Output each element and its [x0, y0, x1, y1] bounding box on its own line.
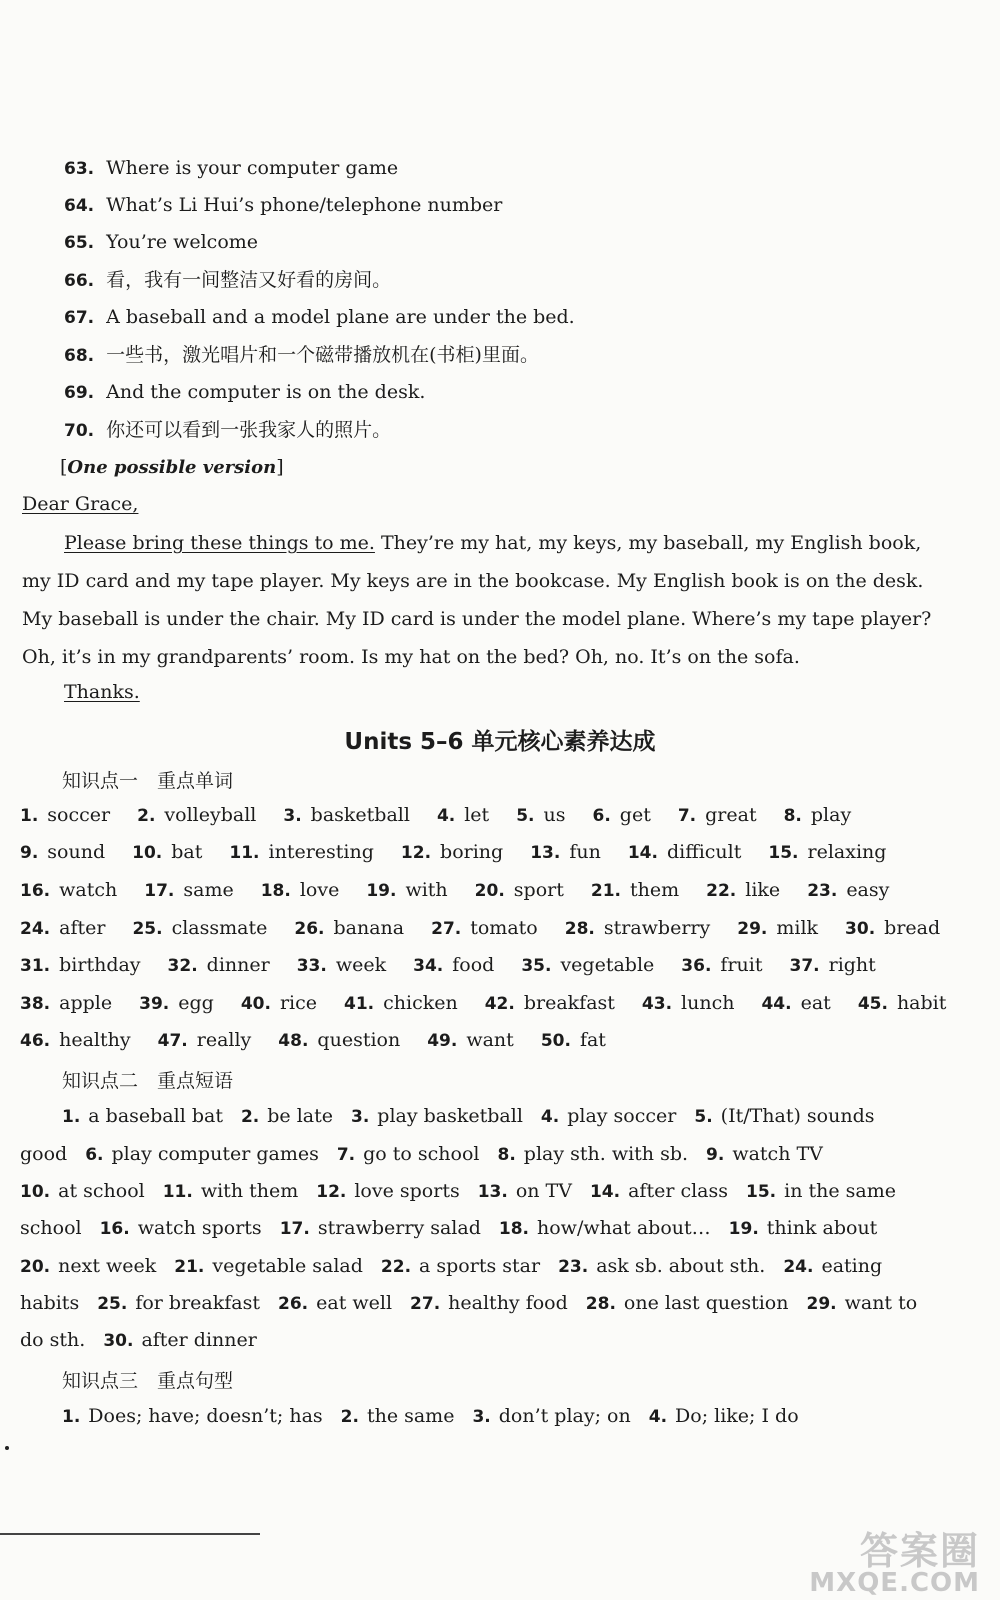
answer-number: 63.	[64, 159, 95, 179]
section-3-label: 知识点三 重点句型	[62, 1370, 234, 1392]
word-text: apple	[59, 992, 113, 1014]
word-number: 33.	[296, 956, 327, 976]
word-number: 37.	[789, 956, 820, 976]
word-item	[20, 803, 110, 828]
word-item	[20, 916, 105, 941]
paragraph-line	[20, 1328, 257, 1353]
item-number: 24.	[783, 1257, 814, 1277]
item-text: with them	[200, 1180, 299, 1202]
word-text: bat	[171, 841, 203, 863]
answer-number: 69.	[64, 383, 95, 403]
word-number: 26.	[294, 919, 325, 939]
word-item	[530, 840, 601, 865]
item-number: 19.	[728, 1219, 759, 1239]
word-text: same	[183, 879, 234, 901]
essay-first-sentence: Please bring these things to me.	[64, 532, 375, 554]
essay-line-1-rest: They’re my hat, my keys, my baseball, my English book,	[374, 532, 922, 554]
item-text: ask sb. about sth.	[596, 1255, 766, 1277]
word-item	[475, 878, 564, 903]
word-number: 45.	[857, 994, 888, 1014]
item-number: 14.	[589, 1182, 621, 1202]
word-text: chicken	[383, 992, 458, 1014]
essay-greeting: Dear Grace,	[22, 493, 139, 515]
word-number: 4.	[436, 806, 456, 826]
item-number: 23.	[558, 1257, 589, 1277]
word-text: question	[317, 1029, 401, 1051]
word-number: 34.	[413, 956, 444, 976]
essay-tag-text: One possible version	[67, 457, 277, 478]
item-text: in the same	[784, 1180, 896, 1202]
word-text: fruit	[720, 954, 763, 976]
word-item	[761, 991, 830, 1016]
answer-item	[64, 230, 258, 255]
item-number: 17.	[279, 1219, 310, 1239]
item-number: 29.	[806, 1294, 837, 1314]
item-text: after class	[628, 1180, 728, 1202]
word-number: 21.	[590, 881, 621, 901]
answer-text: And the computer is on the desk.	[106, 381, 426, 403]
word-item	[20, 878, 117, 903]
word-item	[168, 953, 270, 978]
word-item	[737, 916, 818, 941]
item-text: love sports	[354, 1180, 460, 1202]
word-number: 16.	[20, 881, 51, 901]
word-item	[845, 916, 940, 941]
word-number: 5.	[516, 806, 535, 826]
item-number: 4.	[540, 1107, 560, 1127]
word-text: them	[630, 879, 680, 901]
word-item	[294, 916, 404, 941]
word-number: 11.	[229, 843, 260, 863]
answer-number: 68.	[64, 346, 95, 366]
word-number: 2.	[137, 806, 156, 826]
word-item	[158, 1028, 252, 1053]
word-text: relaxing	[807, 841, 887, 863]
word-text: rice	[279, 992, 317, 1014]
item-number: 2.	[340, 1407, 359, 1427]
item-number: 4.	[648, 1407, 668, 1427]
item-number: 7.	[336, 1145, 356, 1165]
answer-item	[64, 343, 539, 368]
item-text: be late	[267, 1105, 333, 1127]
word-text: food	[452, 954, 495, 976]
word-row	[20, 1028, 910, 1053]
word-row	[20, 991, 947, 1016]
word-item	[628, 840, 742, 865]
word-item	[132, 840, 202, 865]
item-text: Does; have; doesn’t; has	[88, 1405, 323, 1427]
word-text: dinner	[206, 954, 270, 976]
word-item	[229, 840, 374, 865]
word-text: with	[405, 879, 448, 901]
essay-closing: Thanks.	[64, 681, 140, 703]
essay-line-3: My baseball is under the chair. My ID card is under the model plane. Where’s my tape player?	[22, 608, 932, 630]
word-text: eat	[800, 992, 831, 1014]
word-number: 44.	[761, 994, 792, 1014]
item-text: on TV	[515, 1180, 572, 1202]
word-item	[642, 991, 735, 1016]
word-number: 28.	[564, 919, 595, 939]
word-item	[516, 803, 565, 828]
item-text: a sports star	[419, 1255, 541, 1277]
word-text: sport	[513, 879, 564, 901]
word-number: 24.	[20, 919, 51, 939]
unit-title: Units 5–6 单元核心素养达成	[344, 729, 656, 755]
word-number: 41.	[343, 994, 375, 1014]
word-text: bread	[884, 917, 941, 939]
word-item	[591, 878, 679, 903]
word-text: vegetable	[560, 954, 655, 976]
item-text: for breakfast	[135, 1292, 260, 1314]
word-text: want	[466, 1029, 514, 1051]
answer-number: 65.	[64, 233, 95, 253]
word-item	[401, 840, 503, 865]
word-text: great	[705, 804, 757, 826]
paragraph-line	[62, 1404, 799, 1429]
word-item	[521, 953, 654, 978]
word-text: love	[299, 879, 340, 901]
answer-item	[64, 380, 425, 405]
word-text: lunch	[681, 992, 735, 1014]
word-number: 13.	[530, 843, 561, 863]
word-number: 42.	[484, 994, 515, 1014]
item-text: want to	[844, 1292, 918, 1314]
word-number: 29.	[737, 919, 768, 939]
word-item	[678, 803, 757, 828]
item-number: 10.	[20, 1182, 51, 1202]
essay-line-4: Oh, it’s in my grandparents’ room. Is my hat on the bed? Oh, no. It’s on the sofa.	[22, 646, 800, 668]
word-text: fat	[579, 1029, 606, 1051]
word-number: 14.	[627, 843, 658, 863]
essay-tag: [One possible version]	[60, 456, 284, 478]
item-text: eat well	[316, 1292, 393, 1314]
answer-text: What’s Li Hui’s phone/telephone number	[106, 194, 503, 216]
word-number: 47.	[157, 1031, 188, 1051]
item-text: don’t play; on	[498, 1405, 631, 1427]
item-text: think about	[766, 1217, 878, 1239]
word-text: us	[543, 804, 566, 826]
item-text: healthy food	[448, 1292, 568, 1314]
item-text: habits	[20, 1292, 80, 1314]
word-item	[137, 803, 256, 828]
word-item	[784, 803, 852, 828]
word-number: 22.	[706, 881, 737, 901]
word-text: boring	[440, 841, 504, 863]
word-item	[858, 991, 947, 1016]
word-text: easy	[846, 879, 890, 901]
item-text: strawberry salad	[317, 1217, 481, 1239]
answer-text: 看，我有一间整洁又好看的房间。	[106, 269, 392, 291]
item-number: 16.	[99, 1219, 130, 1239]
section-2-label: 知识点二 重点短语	[62, 1070, 234, 1092]
item-number: 21.	[174, 1257, 205, 1277]
item-number: 1.	[62, 1407, 81, 1427]
item-text: Do; like; I do	[675, 1405, 799, 1427]
word-text: classmate	[171, 917, 268, 939]
word-item	[132, 916, 267, 941]
word-row	[20, 803, 910, 828]
essay-line-2: my ID card and my tape player. My keys are in the bookcase. My English book is on the desk.	[22, 570, 924, 592]
item-number: 5.	[694, 1107, 713, 1127]
word-number: 20.	[474, 881, 505, 901]
word-item	[807, 878, 889, 903]
word-row	[20, 878, 910, 903]
word-text: birthday	[59, 954, 141, 976]
watermark-logo	[809, 1529, 980, 1598]
answer-text: 你还可以看到一张我家人的照片。	[106, 419, 392, 441]
word-number: 46.	[20, 1031, 51, 1051]
item-text: play sth. with sb.	[523, 1143, 689, 1165]
section-1-label: 知识点一 重点单词	[62, 770, 234, 792]
word-number: 48.	[278, 1031, 309, 1051]
answer-item	[64, 193, 502, 218]
word-item	[144, 878, 233, 903]
answer-item	[64, 156, 398, 181]
word-item	[413, 953, 494, 978]
item-number: 27.	[410, 1294, 441, 1314]
item-number: 28.	[585, 1294, 616, 1314]
word-item	[681, 953, 762, 978]
word-row	[20, 916, 941, 941]
essay-line-1	[64, 531, 921, 555]
item-text: watch TV	[732, 1143, 823, 1165]
word-number: 1.	[20, 806, 39, 826]
word-item	[261, 878, 340, 903]
answer-item	[64, 305, 575, 330]
word-item	[768, 840, 886, 865]
paragraph-line	[20, 1142, 823, 1167]
item-number: 8.	[497, 1145, 516, 1165]
word-number: 8.	[783, 806, 802, 826]
word-text: like	[745, 879, 781, 901]
word-text: banana	[333, 917, 405, 939]
word-number: 43.	[641, 994, 673, 1014]
word-text: fun	[569, 841, 601, 863]
item-number: 20.	[20, 1257, 51, 1277]
paragraph-line	[62, 1104, 875, 1129]
word-text: basketball	[310, 804, 410, 826]
item-text: at school	[58, 1180, 145, 1202]
answer-item	[64, 268, 391, 293]
word-number: 6.	[592, 806, 611, 826]
item-text: the same	[366, 1405, 455, 1427]
answer-text: 一些书，激光唱片和一个磁带播放机在(书柜)里面。	[106, 344, 539, 366]
item-text: after dinner	[141, 1329, 257, 1351]
word-item	[431, 916, 538, 941]
word-row	[20, 840, 910, 865]
word-item	[139, 991, 214, 1016]
item-text: play basketball	[377, 1105, 523, 1127]
word-number: 25.	[132, 919, 163, 939]
item-number: 30.	[103, 1331, 134, 1351]
word-number: 40.	[240, 994, 271, 1014]
answer-text: A baseball and a model plane are under the bed.	[106, 306, 575, 328]
word-number: 36.	[681, 956, 712, 976]
item-text: play soccer	[567, 1105, 677, 1127]
word-text: breakfast	[523, 992, 615, 1014]
word-number: 23.	[807, 881, 838, 901]
word-number: 12.	[400, 843, 432, 863]
answer-text: Where is your computer game	[106, 157, 399, 179]
word-text: right	[828, 954, 876, 976]
word-text: egg	[178, 992, 214, 1014]
item-text: good	[20, 1143, 68, 1165]
word-number: 27.	[431, 919, 462, 939]
word-number: 15.	[768, 843, 799, 863]
paragraph-line	[20, 1254, 882, 1279]
word-number: 32.	[167, 956, 198, 976]
answer-text: You’re welcome	[106, 231, 259, 253]
word-text: soccer	[47, 804, 111, 826]
answer-number: 67.	[64, 308, 95, 328]
word-text: watch	[59, 879, 118, 901]
item-number: 3.	[351, 1107, 370, 1127]
word-item	[344, 991, 458, 1016]
watermark-en: MXQE.COM	[809, 1568, 980, 1598]
word-row	[20, 953, 910, 978]
word-text: healthy	[59, 1029, 131, 1051]
word-item	[789, 953, 875, 978]
word-number: 30.	[845, 919, 876, 939]
answer-item	[64, 418, 391, 443]
item-number: 25.	[97, 1294, 128, 1314]
word-text: let	[464, 804, 490, 826]
item-text: play computer games	[111, 1143, 319, 1165]
word-text: strawberry	[603, 917, 711, 939]
word-item	[241, 991, 317, 1016]
word-item	[20, 840, 105, 865]
item-number: 15.	[746, 1182, 777, 1202]
item-text: school	[20, 1217, 82, 1239]
word-number: 49.	[427, 1031, 458, 1051]
answer-number: 64.	[64, 196, 95, 216]
word-item	[706, 878, 780, 903]
item-number: 13.	[477, 1182, 508, 1202]
paragraph-line	[20, 1216, 877, 1241]
word-text: week	[335, 954, 387, 976]
word-number: 10.	[132, 843, 163, 863]
word-number: 3.	[283, 806, 302, 826]
item-text: one last question	[623, 1292, 789, 1314]
word-number: 50.	[540, 1031, 571, 1051]
word-text: tomato	[470, 917, 538, 939]
word-text: milk	[776, 917, 819, 939]
word-text: really	[196, 1029, 252, 1051]
item-number: 1.	[62, 1107, 81, 1127]
bottom-rule	[0, 1533, 260, 1535]
word-item	[437, 803, 489, 828]
item-number: 2.	[240, 1107, 260, 1127]
word-number: 19.	[366, 881, 397, 901]
word-text: after	[59, 917, 106, 939]
word-number: 18.	[260, 881, 291, 901]
item-number: 9.	[706, 1145, 725, 1165]
item-text: (It/That) sounds	[720, 1105, 875, 1127]
word-number: 17.	[144, 881, 175, 901]
word-item	[20, 953, 141, 978]
word-number: 9.	[20, 843, 39, 863]
word-item	[366, 878, 447, 903]
word-text: volleyball	[164, 804, 257, 826]
item-text: next week	[58, 1255, 157, 1277]
word-item	[283, 803, 410, 828]
item-text: do sth.	[20, 1329, 86, 1351]
word-text: difficult	[666, 841, 742, 863]
item-number: 22.	[380, 1257, 412, 1277]
word-item	[485, 991, 615, 1016]
answer-number: 66.	[64, 271, 95, 291]
word-item	[20, 991, 112, 1016]
paragraph-line	[20, 1179, 896, 1204]
word-number: 35.	[521, 956, 552, 976]
word-number: 39.	[139, 994, 170, 1014]
item-number: 11.	[162, 1182, 193, 1202]
paragraph-line	[20, 1291, 917, 1316]
word-number: 31.	[20, 956, 51, 976]
word-item	[278, 1028, 400, 1053]
item-text: a baseball bat	[88, 1105, 223, 1127]
word-item	[427, 1028, 514, 1053]
word-text: sound	[47, 841, 106, 863]
item-number: 3.	[472, 1407, 491, 1427]
item-text: go to school	[363, 1143, 480, 1165]
item-text: watch sports	[137, 1217, 262, 1239]
word-item	[297, 953, 386, 978]
word-item	[565, 916, 711, 941]
watermark-cn: 答案圈	[859, 1529, 980, 1573]
word-item	[593, 803, 651, 828]
word-number: 7.	[677, 806, 697, 826]
item-number: 6.	[85, 1145, 104, 1165]
margin-dot	[5, 1446, 9, 1450]
item-text: eating	[821, 1255, 883, 1277]
item-number: 12.	[316, 1182, 347, 1202]
answer-number: 70.	[64, 421, 95, 441]
item-number: 18.	[498, 1219, 529, 1239]
word-item	[541, 1028, 606, 1053]
word-text: habit	[896, 992, 947, 1014]
word-text: play	[810, 804, 852, 826]
word-text: interesting	[268, 841, 374, 863]
word-item	[20, 1028, 131, 1053]
word-number: 38.	[20, 994, 51, 1014]
item-number: 26.	[278, 1294, 309, 1314]
item-text: how/what about…	[537, 1217, 711, 1239]
item-text: vegetable salad	[212, 1255, 363, 1277]
word-text: get	[619, 804, 651, 826]
